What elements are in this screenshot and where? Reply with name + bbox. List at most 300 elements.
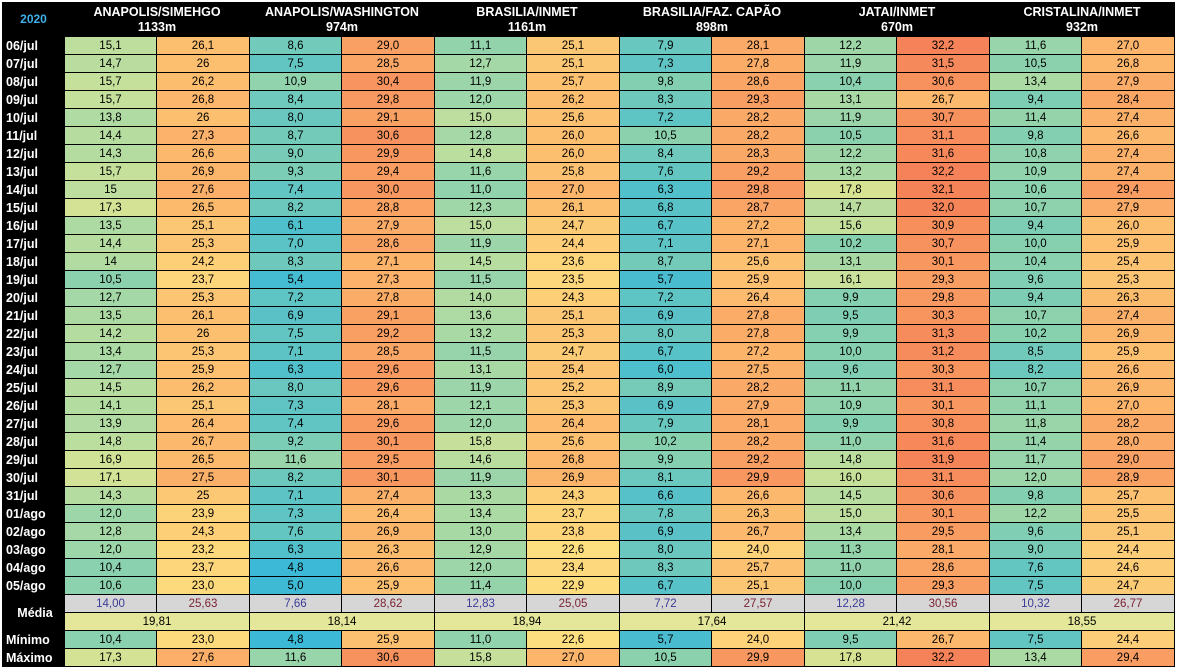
min-temp-cell: 11,5 xyxy=(435,271,527,289)
min-temp-cell: 11,4 xyxy=(435,577,527,595)
minimum-cell: 22,6 xyxy=(527,631,620,649)
station-header-3: BRASILIA/INMET 1161m xyxy=(435,3,620,37)
max-temp-cell: 27,4 xyxy=(342,487,435,505)
table-row xyxy=(3,109,1175,127)
max-temp-cell: 25,2 xyxy=(527,379,620,397)
table-row xyxy=(3,451,1175,469)
table-row xyxy=(3,199,1175,217)
max-temp-cell: 30,1 xyxy=(897,505,990,523)
max-temp-cell: 24,7 xyxy=(1082,577,1175,595)
max-temp-cell: 25,4 xyxy=(1082,253,1175,271)
maximum-cell: 27,0 xyxy=(527,649,620,667)
max-temp-cell: 26,9 xyxy=(1082,325,1175,343)
max-temp-cell: 24,4 xyxy=(527,235,620,253)
min-temp-cell: 12,0 xyxy=(435,91,527,109)
min-temp-cell: 11,0 xyxy=(805,433,897,451)
min-temp-cell: 10,4 xyxy=(805,73,897,91)
max-temp-cell: 29,0 xyxy=(1082,451,1175,469)
min-temp-cell: 11,9 xyxy=(435,235,527,253)
min-temp-cell: 6,7 xyxy=(620,343,712,361)
date-cell: 16/jul xyxy=(3,217,65,235)
max-temp-cell: 32,2 xyxy=(897,37,990,55)
min-temp-cell: 8,6 xyxy=(250,37,342,55)
min-temp-cell: 14,7 xyxy=(805,199,897,217)
min-temp-cell: 11,6 xyxy=(250,451,342,469)
min-temp-cell: 6,8 xyxy=(620,199,712,217)
max-temp-cell: 27,9 xyxy=(712,397,805,415)
date-cell: 17/jul xyxy=(3,235,65,253)
min-temp-cell: 9,5 xyxy=(805,307,897,325)
table-row xyxy=(3,253,1175,271)
date-cell: 06/jul xyxy=(3,37,65,55)
max-temp-cell: 26,4 xyxy=(342,505,435,523)
max-temp-cell: 24,3 xyxy=(527,289,620,307)
min-temp-cell: 9,3 xyxy=(250,163,342,181)
avg-max-cell: 27,57 xyxy=(712,595,805,613)
min-temp-cell: 12,2 xyxy=(805,145,897,163)
min-temp-cell: 10,5 xyxy=(65,271,157,289)
min-temp-cell: 10,7 xyxy=(990,199,1082,217)
maximum-cell: 30,6 xyxy=(342,649,435,667)
station-header-6: CRISTALINA/INMET 932m xyxy=(990,3,1175,37)
max-temp-cell: 30,1 xyxy=(342,433,435,451)
min-temp-cell: 7,4 xyxy=(250,415,342,433)
max-temp-cell: 24,3 xyxy=(527,487,620,505)
max-temp-cell: 25,1 xyxy=(157,397,250,415)
min-temp-cell: 11,4 xyxy=(990,109,1082,127)
min-temp-cell: 6,9 xyxy=(250,307,342,325)
table-row xyxy=(3,73,1175,91)
table-row xyxy=(3,163,1175,181)
max-temp-cell: 25,1 xyxy=(1082,523,1175,541)
min-temp-cell: 7,3 xyxy=(250,505,342,523)
min-temp-cell: 10,7 xyxy=(990,379,1082,397)
minimum-cell: 7,5 xyxy=(990,631,1082,649)
min-temp-cell: 13,6 xyxy=(435,307,527,325)
min-temp-cell: 17,8 xyxy=(805,181,897,199)
max-temp-cell: 26,6 xyxy=(1082,361,1175,379)
max-temp-cell: 30,6 xyxy=(897,73,990,91)
avg-max-cell: 28,62 xyxy=(342,595,435,613)
max-temp-cell: 26,3 xyxy=(1082,289,1175,307)
avg-max-cell: 25,63 xyxy=(157,595,250,613)
table-row xyxy=(3,469,1175,487)
max-temp-cell: 29,6 xyxy=(342,415,435,433)
max-temp-cell: 27,6 xyxy=(157,181,250,199)
table-row xyxy=(3,415,1175,433)
min-temp-cell: 12,2 xyxy=(805,37,897,55)
minimum-cell: 11,0 xyxy=(435,631,527,649)
max-temp-cell: 27,8 xyxy=(342,289,435,307)
min-temp-cell: 10,0 xyxy=(990,235,1082,253)
max-temp-cell: 26,7 xyxy=(157,433,250,451)
minimum-cell: 10,4 xyxy=(65,631,157,649)
min-temp-cell: 8,4 xyxy=(620,145,712,163)
min-temp-cell: 8,7 xyxy=(620,253,712,271)
table-row xyxy=(3,577,1175,595)
min-temp-cell: 13,0 xyxy=(435,523,527,541)
max-temp-cell: 28,8 xyxy=(342,199,435,217)
max-temp-cell: 28,3 xyxy=(712,145,805,163)
max-temp-cell: 24,6 xyxy=(1082,559,1175,577)
max-temp-cell: 24,3 xyxy=(157,523,250,541)
max-temp-cell: 28,9 xyxy=(1082,469,1175,487)
min-temp-cell: 10,9 xyxy=(990,163,1082,181)
maximum-cell: 11,6 xyxy=(250,649,342,667)
min-temp-cell: 7,4 xyxy=(250,181,342,199)
min-temp-cell: 13,3 xyxy=(435,487,527,505)
date-cell: 12/jul xyxy=(3,145,65,163)
min-temp-cell: 12,7 xyxy=(435,55,527,73)
max-temp-cell: 26,9 xyxy=(1082,379,1175,397)
date-cell: 11/jul xyxy=(3,127,65,145)
min-temp-cell: 8,3 xyxy=(620,559,712,577)
max-temp-cell: 29,3 xyxy=(897,271,990,289)
min-temp-cell: 8,4 xyxy=(250,91,342,109)
max-temp-cell: 24,4 xyxy=(1082,541,1175,559)
max-temp-cell: 26,5 xyxy=(157,451,250,469)
min-temp-cell: 9,6 xyxy=(990,523,1082,541)
max-temp-cell: 29,3 xyxy=(897,577,990,595)
min-temp-cell: 6,6 xyxy=(620,487,712,505)
date-cell: 25/jul xyxy=(3,379,65,397)
min-temp-cell: 13,1 xyxy=(805,91,897,109)
avg-min-cell: 7,66 xyxy=(250,595,342,613)
max-temp-cell: 26 xyxy=(157,325,250,343)
min-temp-cell: 11,9 xyxy=(435,469,527,487)
min-temp-cell: 10,8 xyxy=(990,145,1082,163)
max-temp-cell: 26,6 xyxy=(342,559,435,577)
max-temp-cell: 27,5 xyxy=(712,361,805,379)
max-temp-cell: 25,7 xyxy=(527,73,620,91)
max-temp-cell: 28,6 xyxy=(897,559,990,577)
overall-mean-row xyxy=(3,613,1175,631)
max-temp-cell: 30,7 xyxy=(897,235,990,253)
min-temp-cell: 14,4 xyxy=(65,127,157,145)
max-temp-cell: 25,7 xyxy=(712,559,805,577)
max-temp-cell: 24,0 xyxy=(712,541,805,559)
minimum-cell: 25,9 xyxy=(342,631,435,649)
max-temp-cell: 26,3 xyxy=(342,541,435,559)
max-temp-cell: 27,1 xyxy=(342,253,435,271)
max-temp-cell: 24,7 xyxy=(527,343,620,361)
min-temp-cell: 9,0 xyxy=(250,145,342,163)
max-temp-cell: 29,1 xyxy=(342,109,435,127)
min-temp-cell: 10,6 xyxy=(65,577,157,595)
min-temp-cell: 14,3 xyxy=(65,145,157,163)
avg-min-cell: 12,83 xyxy=(435,595,527,613)
min-temp-cell: 6,9 xyxy=(620,397,712,415)
min-temp-cell: 15,7 xyxy=(65,91,157,109)
max-temp-cell: 29,6 xyxy=(342,361,435,379)
min-temp-cell: 11,1 xyxy=(805,379,897,397)
max-temp-cell: 26,7 xyxy=(712,523,805,541)
table-body xyxy=(3,37,1175,595)
min-temp-cell: 7,3 xyxy=(250,397,342,415)
table-row xyxy=(3,127,1175,145)
date-cell: 04/ago xyxy=(3,559,65,577)
max-temp-cell: 25,9 xyxy=(157,361,250,379)
min-temp-cell: 14,7 xyxy=(65,55,157,73)
min-temp-cell: 9,8 xyxy=(620,73,712,91)
min-temp-cell: 13,1 xyxy=(805,253,897,271)
min-temp-cell: 12,0 xyxy=(990,469,1082,487)
station-header-5: JATAI/INMET 670m xyxy=(805,3,990,37)
overall-mean-cell: 19,81 xyxy=(65,613,250,631)
max-temp-cell: 25,1 xyxy=(527,307,620,325)
max-temp-cell: 29,4 xyxy=(1082,181,1175,199)
min-temp-cell: 11,3 xyxy=(805,541,897,559)
max-temp-cell: 22,9 xyxy=(527,577,620,595)
minimum-row xyxy=(3,631,1175,649)
max-temp-cell: 29,5 xyxy=(342,451,435,469)
max-temp-cell: 30,4 xyxy=(342,73,435,91)
table-row xyxy=(3,379,1175,397)
avg-min-cell: 14,00 xyxy=(65,595,157,613)
max-temp-cell: 25,1 xyxy=(157,217,250,235)
max-temp-cell: 26 xyxy=(157,55,250,73)
table-row xyxy=(3,271,1175,289)
max-temp-cell: 26,4 xyxy=(157,415,250,433)
min-temp-cell: 4,8 xyxy=(250,559,342,577)
min-temp-cell: 10,5 xyxy=(990,55,1082,73)
max-temp-cell: 26,0 xyxy=(1082,217,1175,235)
min-temp-cell: 17,3 xyxy=(65,199,157,217)
table-row xyxy=(3,307,1175,325)
max-temp-cell: 25,6 xyxy=(712,253,805,271)
max-temp-cell: 29,8 xyxy=(712,181,805,199)
date-cell: 27/jul xyxy=(3,415,65,433)
max-temp-cell: 23,8 xyxy=(527,523,620,541)
max-temp-cell: 25,1 xyxy=(527,37,620,55)
min-temp-cell: 11,9 xyxy=(805,109,897,127)
min-temp-cell: 9,6 xyxy=(805,361,897,379)
min-temp-cell: 13,5 xyxy=(65,217,157,235)
min-temp-cell: 5,0 xyxy=(250,577,342,595)
avg-max-cell: 25,05 xyxy=(527,595,620,613)
min-temp-cell: 16,0 xyxy=(805,469,897,487)
min-temp-cell: 5,7 xyxy=(620,271,712,289)
min-temp-cell: 10,4 xyxy=(65,559,157,577)
min-temp-cell: 14,1 xyxy=(65,397,157,415)
min-temp-cell: 14,8 xyxy=(435,145,527,163)
min-temp-cell: 14 xyxy=(65,253,157,271)
min-temp-cell: 10,5 xyxy=(620,127,712,145)
max-temp-cell: 25,3 xyxy=(527,325,620,343)
max-temp-cell: 29,5 xyxy=(897,523,990,541)
max-temp-cell: 29,1 xyxy=(342,307,435,325)
max-temp-cell: 29,2 xyxy=(342,325,435,343)
max-temp-cell: 28,4 xyxy=(1082,91,1175,109)
max-temp-cell: 25,3 xyxy=(157,289,250,307)
min-temp-cell: 7,9 xyxy=(620,415,712,433)
max-temp-cell: 23,2 xyxy=(157,541,250,559)
maximum-cell: 10,5 xyxy=(620,649,712,667)
min-temp-cell: 7,5 xyxy=(250,55,342,73)
min-temp-cell: 11,5 xyxy=(435,343,527,361)
date-cell: 22/jul xyxy=(3,325,65,343)
min-temp-cell: 12,0 xyxy=(65,505,157,523)
min-temp-cell: 7,3 xyxy=(620,55,712,73)
min-temp-cell: 12,9 xyxy=(435,541,527,559)
table-row xyxy=(3,235,1175,253)
max-temp-cell: 27,0 xyxy=(1082,397,1175,415)
min-temp-cell: 10,6 xyxy=(990,181,1082,199)
max-temp-cell: 23,0 xyxy=(157,577,250,595)
max-temp-cell: 23,7 xyxy=(157,559,250,577)
max-temp-cell: 26,6 xyxy=(712,487,805,505)
max-temp-cell: 31,1 xyxy=(897,127,990,145)
max-temp-cell: 23,6 xyxy=(527,253,620,271)
min-temp-cell: 10,7 xyxy=(990,307,1082,325)
max-temp-cell: 23,9 xyxy=(157,505,250,523)
date-cell: 15/jul xyxy=(3,199,65,217)
max-temp-cell: 30,0 xyxy=(342,181,435,199)
max-temp-cell: 28,1 xyxy=(897,541,990,559)
max-temp-cell: 23,7 xyxy=(527,505,620,523)
overall-mean-cell: 21,42 xyxy=(805,613,990,631)
table-row xyxy=(3,505,1175,523)
min-temp-cell: 11,9 xyxy=(805,55,897,73)
max-temp-cell: 28,6 xyxy=(712,73,805,91)
max-temp-cell: 31,6 xyxy=(897,433,990,451)
min-temp-cell: 7,1 xyxy=(250,343,342,361)
min-temp-cell: 8,1 xyxy=(620,469,712,487)
min-temp-cell: 14,4 xyxy=(65,235,157,253)
max-temp-cell: 27,3 xyxy=(157,127,250,145)
minimum-label: Mínimo xyxy=(3,631,65,649)
min-temp-cell: 9,9 xyxy=(805,289,897,307)
max-temp-cell: 29,0 xyxy=(342,37,435,55)
max-temp-cell: 27,9 xyxy=(342,217,435,235)
table-row xyxy=(3,433,1175,451)
max-temp-cell: 26 xyxy=(157,109,250,127)
min-temp-cell: 10,2 xyxy=(990,325,1082,343)
max-temp-cell: 28,2 xyxy=(1082,415,1175,433)
maximum-cell: 13,4 xyxy=(990,649,1082,667)
max-temp-cell: 26,1 xyxy=(157,37,250,55)
min-temp-cell: 6,7 xyxy=(620,577,712,595)
min-temp-cell: 12,7 xyxy=(65,361,157,379)
minimum-cell: 23,0 xyxy=(157,631,250,649)
min-temp-cell: 7,2 xyxy=(620,109,712,127)
max-temp-cell: 30,1 xyxy=(342,469,435,487)
max-temp-cell: 31,6 xyxy=(897,145,990,163)
min-temp-cell: 14,5 xyxy=(435,253,527,271)
max-temp-cell: 29,8 xyxy=(897,289,990,307)
table-row xyxy=(3,181,1175,199)
min-temp-cell: 13,4 xyxy=(65,343,157,361)
max-temp-cell: 26,7 xyxy=(897,91,990,109)
min-temp-cell: 11,4 xyxy=(990,433,1082,451)
min-temp-cell: 13,8 xyxy=(65,109,157,127)
date-cell: 05/ago xyxy=(3,577,65,595)
max-temp-cell: 25,1 xyxy=(712,577,805,595)
max-temp-cell: 30,3 xyxy=(897,307,990,325)
max-temp-cell: 25,4 xyxy=(527,361,620,379)
min-temp-cell: 7,0 xyxy=(250,235,342,253)
overall-mean-cell: 18,14 xyxy=(250,613,435,631)
overall-mean-cell: 18,94 xyxy=(435,613,620,631)
min-temp-cell: 11,7 xyxy=(990,451,1082,469)
min-temp-cell: 15,0 xyxy=(805,505,897,523)
min-temp-cell: 14,8 xyxy=(805,451,897,469)
max-temp-cell: 30,1 xyxy=(897,397,990,415)
min-temp-cell: 12,1 xyxy=(435,397,527,415)
min-temp-cell: 8,0 xyxy=(250,379,342,397)
date-cell: 10/jul xyxy=(3,109,65,127)
min-temp-cell: 11,9 xyxy=(435,379,527,397)
min-temp-cell: 12,7 xyxy=(65,289,157,307)
min-temp-cell: 6,7 xyxy=(620,217,712,235)
max-temp-cell: 26,9 xyxy=(527,469,620,487)
min-temp-cell: 11,0 xyxy=(435,181,527,199)
max-temp-cell: 26,8 xyxy=(157,91,250,109)
min-temp-cell: 9,9 xyxy=(805,325,897,343)
min-temp-cell: 8,5 xyxy=(990,343,1082,361)
table-row xyxy=(3,325,1175,343)
min-temp-cell: 9,2 xyxy=(250,433,342,451)
max-temp-cell: 26,6 xyxy=(157,145,250,163)
date-cell: 07/jul xyxy=(3,55,65,73)
min-temp-cell: 14,5 xyxy=(805,487,897,505)
max-temp-cell: 27,8 xyxy=(712,325,805,343)
max-temp-cell: 24,2 xyxy=(157,253,250,271)
max-temp-cell: 29,8 xyxy=(342,91,435,109)
date-cell: 14/jul xyxy=(3,181,65,199)
max-temp-cell: 30,3 xyxy=(897,361,990,379)
min-temp-cell: 10,0 xyxy=(805,343,897,361)
minimum-cell: 24,0 xyxy=(712,631,805,649)
table-row xyxy=(3,343,1175,361)
max-temp-cell: 25,6 xyxy=(527,433,620,451)
date-cell: 09/jul xyxy=(3,91,65,109)
min-temp-cell: 7,1 xyxy=(250,487,342,505)
max-temp-cell: 27,4 xyxy=(1082,307,1175,325)
max-temp-cell: 30,6 xyxy=(897,487,990,505)
maximum-cell: 27,6 xyxy=(157,649,250,667)
max-temp-cell: 25,9 xyxy=(1082,235,1175,253)
min-temp-cell: 7,5 xyxy=(990,577,1082,595)
max-temp-cell: 26,4 xyxy=(527,415,620,433)
table-row xyxy=(3,397,1175,415)
max-temp-cell: 23,7 xyxy=(157,271,250,289)
max-temp-cell: 26,9 xyxy=(157,163,250,181)
min-temp-cell: 13,2 xyxy=(435,325,527,343)
maximum-cell: 15,8 xyxy=(435,649,527,667)
max-temp-cell: 23,5 xyxy=(527,271,620,289)
max-temp-cell: 26,6 xyxy=(1082,127,1175,145)
table-row xyxy=(3,145,1175,163)
date-cell: 29/jul xyxy=(3,451,65,469)
max-temp-cell: 29,9 xyxy=(342,145,435,163)
max-temp-cell: 27,0 xyxy=(527,181,620,199)
date-cell: 28/jul xyxy=(3,433,65,451)
min-temp-cell: 8,7 xyxy=(250,127,342,145)
min-temp-cell: 6,3 xyxy=(620,181,712,199)
max-temp-cell: 22,6 xyxy=(527,541,620,559)
min-temp-cell: 9,9 xyxy=(805,415,897,433)
min-temp-cell: 11,9 xyxy=(435,73,527,91)
max-temp-cell: 27,8 xyxy=(712,307,805,325)
min-temp-cell: 15,7 xyxy=(65,163,157,181)
minimum-cell: 4,8 xyxy=(250,631,342,649)
date-cell: 31/jul xyxy=(3,487,65,505)
max-temp-cell: 25,6 xyxy=(527,109,620,127)
station-header-1: ANAPOLIS/SIMEHGO 1133m xyxy=(65,3,250,37)
max-temp-cell: 25,3 xyxy=(1082,271,1175,289)
max-temp-cell: 25,7 xyxy=(1082,487,1175,505)
